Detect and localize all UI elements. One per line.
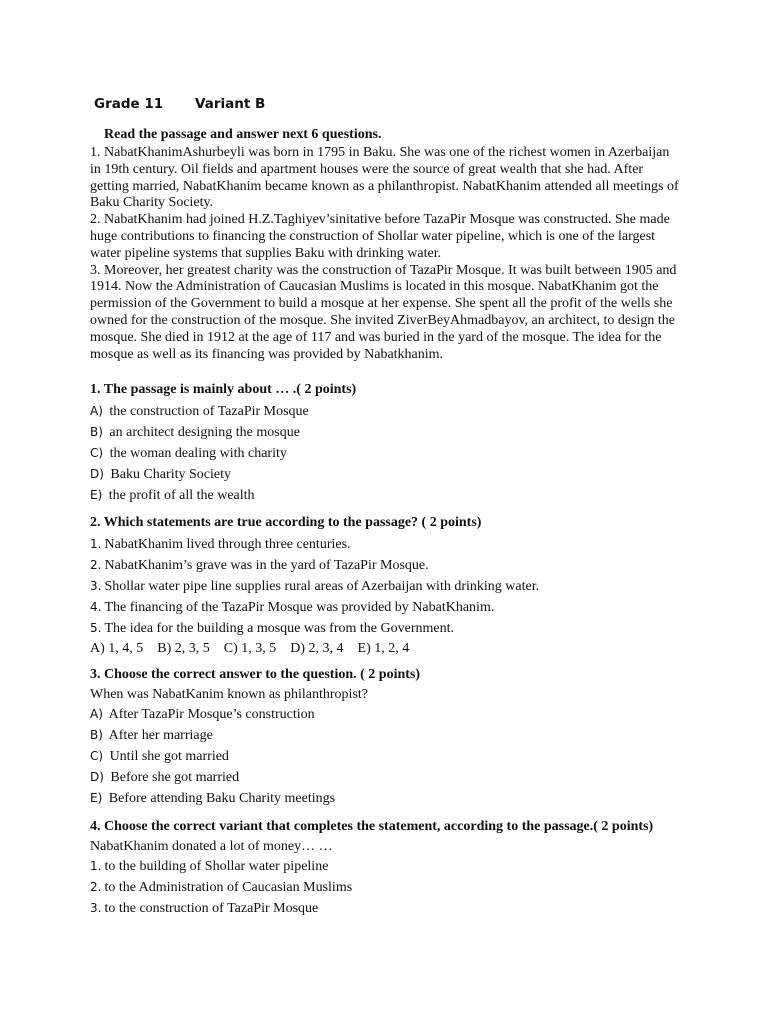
- answer-option[interactable]: [90, 725, 690, 746]
- option-text: After her marriage: [108, 728, 213, 743]
- question-3: [90, 666, 690, 809]
- statement-item: [90, 597, 690, 618]
- statement-text: The financing of the TazaPir Mosque was provided by NabatKhanim.: [104, 600, 495, 615]
- option-label: D): [90, 770, 104, 784]
- statement-number: 3.: [90, 579, 102, 593]
- statement-text: Shollar water pipe line supplies rural areas of Azerbaijan with drinking water.: [104, 579, 540, 594]
- answer-option[interactable]: [90, 877, 690, 898]
- question-title: 3. Choose the correct answer to the question. ( 2 points): [90, 667, 421, 682]
- option-text: to the Administration of Caucasian Muslims: [104, 880, 353, 895]
- statement-item: [90, 555, 690, 576]
- worksheet-header: [94, 96, 265, 112]
- option-text: the woman dealing with charity: [109, 446, 287, 461]
- option-label: E): [90, 791, 103, 805]
- option-label: 1.: [90, 859, 102, 873]
- statement-number: 1.: [90, 537, 102, 551]
- statement-item: [90, 618, 690, 639]
- variant-label: Variant B: [195, 96, 266, 112]
- option-text: the construction of TazaPir Mosque: [109, 404, 309, 419]
- option-label: C): [90, 749, 104, 763]
- answer-option[interactable]: [90, 856, 690, 877]
- statement-number: 4.: [90, 600, 102, 614]
- option-text: Baku Charity Society: [110, 467, 231, 482]
- option-text: Until she got married: [109, 749, 229, 764]
- passage-paragraph: 2. NabatKhanim had joined H.Z.Taghiyev’sinitative before TazaPir Mosque was constructed. She made huge contributions to financing the construction of Shollar water pipeline, which is one of the largest water pipeline systems that supplies Baku with drinking water.: [90, 212, 670, 261]
- answer-option[interactable]: [90, 704, 690, 725]
- answer-option[interactable]: [90, 422, 690, 443]
- option-text: an architect designing the mosque: [109, 425, 300, 440]
- option-label: C): [90, 446, 104, 460]
- option-text: After TazaPir Mosque’s construction: [108, 707, 315, 722]
- answer-option[interactable]: [90, 746, 690, 767]
- answer-option[interactable]: [90, 767, 690, 788]
- answer-option[interactable]: [90, 485, 690, 506]
- question-title: 2. Which statements are true according to the passage? ( 2 points): [90, 515, 482, 530]
- option-label: D): [90, 467, 104, 481]
- option-text: to the construction of TazaPir Mosque: [104, 901, 319, 916]
- answer-option[interactable]: [90, 898, 690, 919]
- question-4: [90, 818, 690, 919]
- statement-text: The idea for the building a mosque was from the Government.: [104, 621, 454, 636]
- question-stem: When was NabatKanim known as philanthropist?: [90, 687, 368, 702]
- passage-paragraph: 3. Moreover, her greatest charity was the construction of TazaPir Mosque. It was built between 1905 and 1914. Now the Administration of Caucasian Muslims is located in this mosque. NabatKhanim got the permission of the Government to build a mosque at her expense. She spent all the profit of the wells she owned for the construction of the mosque. She invited ZiverBeyAhmadbayov, an architect, to design the mosque. She died in 1912 at the age of 117 and was buried in the yard of the mosque. The idea for the mosque as well as its financing was provided by Nabatkhanim.: [90, 262, 677, 362]
- instruction-text: Read the passage and answer next 6 questions.: [104, 127, 382, 142]
- passage-paragraph: 1. NabatKhanimAshurbeyli was born in 1795 in Baku. She was one of the richest women in Azerbaijan in 19th century. Oil fields and apartment houses were the source of great wealth that she had. After getting married, NabatKhanim became known as a philanthropist. NabatKhanim attended all meetings of Baku Charity Society.: [90, 145, 679, 211]
- answer-choices-row[interactable]: A) 1, 4, 5 B) 2, 3, 5 C) 1, 3, 5 D) 2, 3, 4 E) 1, 2, 4: [90, 641, 410, 656]
- answer-option[interactable]: [90, 788, 690, 809]
- statement-number: 2.: [90, 558, 102, 572]
- option-label: E): [90, 488, 103, 502]
- option-label: A): [90, 404, 103, 418]
- answer-option[interactable]: [90, 464, 690, 485]
- question-1: [90, 381, 690, 506]
- question-stem: NabatKhanim donated a lot of money… …: [90, 839, 333, 854]
- option-label: A): [90, 707, 103, 721]
- statement-item: [90, 534, 690, 555]
- option-text: Before she got married: [110, 770, 240, 785]
- option-label: 2.: [90, 880, 102, 894]
- option-label: 3.: [90, 901, 102, 915]
- grade-label: Grade 11: [94, 96, 164, 112]
- option-text: the profit of all the wealth: [108, 488, 255, 503]
- option-text: to the building of Shollar water pipeline: [104, 859, 329, 874]
- statement-number: 5.: [90, 621, 102, 635]
- question-title: 1. The passage is mainly about … .( 2 points): [90, 382, 357, 397]
- statement-item: [90, 576, 690, 597]
- option-label: B): [90, 425, 103, 439]
- answer-option[interactable]: [90, 401, 690, 422]
- question-2: [90, 514, 690, 659]
- option-text: Before attending Baku Charity meetings: [108, 791, 336, 806]
- reading-passage: [90, 145, 680, 363]
- question-title: 4. Choose the correct variant that completes the statement, according to the passage.( 2 points): [90, 819, 654, 834]
- statement-text: NabatKhanim’s grave was in the yard of TazaPir Mosque.: [104, 558, 429, 573]
- answer-option[interactable]: [90, 443, 690, 464]
- statement-text: NabatKhanim lived through three centuries.: [104, 537, 351, 552]
- option-label: B): [90, 728, 103, 742]
